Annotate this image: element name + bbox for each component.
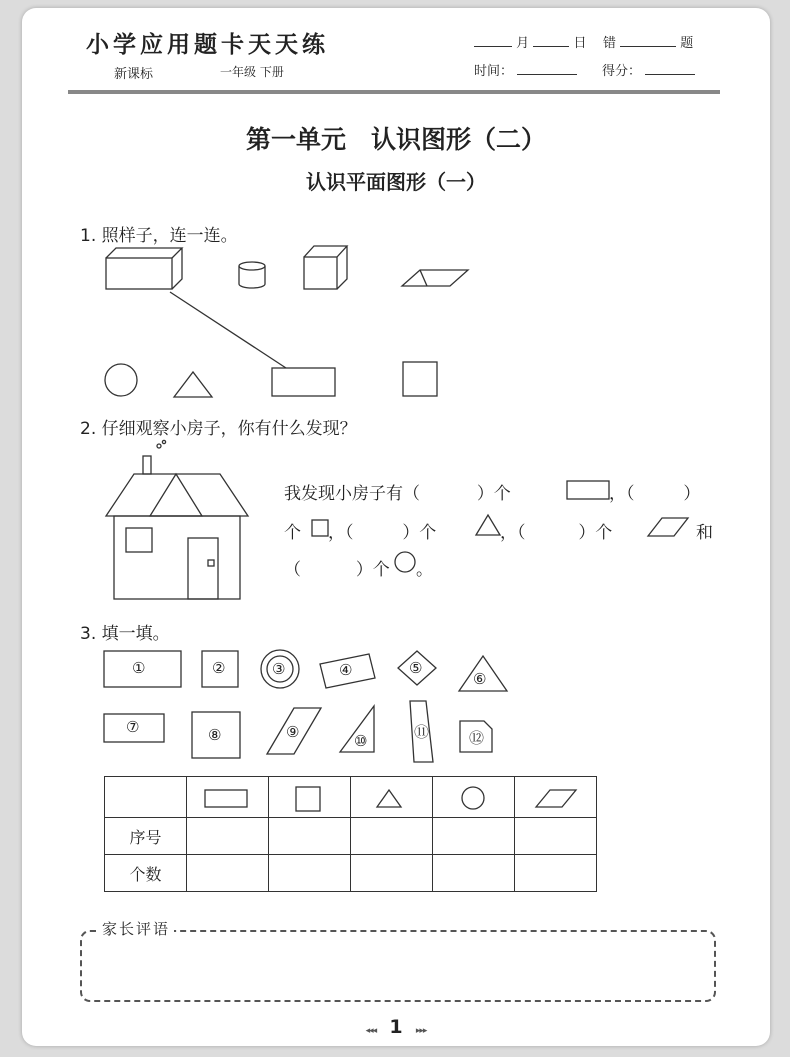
shape-7-label: ⑦ xyxy=(126,718,140,736)
month-label: 月 xyxy=(516,36,530,51)
answer-cell[interactable] xyxy=(269,818,351,855)
q2-line-2a xyxy=(284,518,301,543)
q2-line-1 xyxy=(284,479,511,504)
shape-12-label: ⑫ xyxy=(469,729,485,747)
answer-cell[interactable] xyxy=(433,818,515,855)
answer-cell[interactable] xyxy=(433,855,515,892)
time-label: 时间： xyxy=(474,64,514,79)
row-label-serial: 序号 xyxy=(105,818,187,855)
grade-label: 一年级 下册 xyxy=(220,65,284,79)
answer-cell[interactable] xyxy=(515,818,597,855)
wrong-label: 错 xyxy=(602,36,616,51)
answer-table xyxy=(104,776,597,892)
question-1: 1. 照样子，连一连。 xyxy=(80,226,238,246)
q2-text-a: 我发现小房子有（ xyxy=(284,484,420,504)
shape-6-label: ⑥ xyxy=(473,670,487,688)
table-header-rectangle xyxy=(187,777,269,818)
shape-10-label: ⑩ xyxy=(354,732,368,750)
q2-line-2c xyxy=(500,518,612,543)
q2-text-e: 个 xyxy=(284,523,301,543)
table-header-triangle xyxy=(351,777,433,818)
answer-cell[interactable] xyxy=(269,855,351,892)
cuboid-solid[interactable] xyxy=(106,248,182,289)
inline-square-icon xyxy=(312,520,328,536)
q2-text-k: ）个 xyxy=(355,560,390,580)
parent-comment-label: 家长评语 xyxy=(98,918,174,939)
answer-cell[interactable] xyxy=(351,855,433,892)
q2-text-h: ，（ xyxy=(500,523,526,543)
lesson-title: 认识平面图形（一） xyxy=(306,170,486,194)
page-number: 1 xyxy=(389,1016,403,1038)
example-connect-line xyxy=(170,292,286,368)
table-header-circle xyxy=(433,777,515,818)
q2-text-f: ，（ xyxy=(328,523,354,543)
q2-line-1-tail xyxy=(609,479,700,504)
q2-text-g: ）个 xyxy=(402,523,437,543)
table-row-count xyxy=(105,855,597,892)
score-label: 得分： xyxy=(601,64,641,79)
answer-cell[interactable] xyxy=(515,855,597,892)
shape-11-label: ⑪ xyxy=(414,723,430,741)
shape-9-label: ⑨ xyxy=(286,723,300,741)
house-drawing xyxy=(106,440,248,599)
triangular-prism-solid[interactable] xyxy=(402,270,468,286)
q2-line-3 xyxy=(284,555,390,580)
day-label: 日 xyxy=(573,36,587,51)
q2-text-i: ）个 xyxy=(578,523,613,543)
inline-rectangle-icon xyxy=(567,481,609,499)
shape-4-label: ④ xyxy=(339,661,353,679)
row-label-count: 个数 xyxy=(105,855,187,892)
table-corner-cell xyxy=(105,777,187,818)
house-window xyxy=(126,528,152,552)
answer-cell[interactable] xyxy=(187,855,269,892)
inline-parallelogram-icon xyxy=(648,518,688,536)
left-arrows-icon: ◂◂◂ xyxy=(365,1026,377,1036)
cube-solid[interactable] xyxy=(304,246,347,289)
worksheet-page xyxy=(22,8,770,1046)
shape-2-label: ② xyxy=(212,659,226,677)
q2-text-j: （ xyxy=(284,560,301,580)
shape-3-label: ③ xyxy=(272,660,286,678)
rectangle-shape[interactable] xyxy=(272,368,335,396)
chimney xyxy=(143,456,151,474)
unit-title: 第一单元 认识图形（二） xyxy=(245,125,546,154)
cylinder-solid[interactable] xyxy=(239,262,265,288)
brand-title: 小学应用题卡天天练 xyxy=(86,31,329,58)
question-2: 2. 仔细观察小房子，你有什么发现？ xyxy=(80,419,357,439)
q2-line-3-end: 。 xyxy=(416,560,433,580)
circle-shape[interactable] xyxy=(105,364,137,396)
inline-circle-icon xyxy=(395,552,415,572)
q2-text-d: ） xyxy=(683,484,701,504)
house-door xyxy=(188,538,218,599)
inline-triangle-icon xyxy=(476,515,500,535)
shape-5-label: ⑤ xyxy=(409,659,423,677)
question-label: 题 xyxy=(680,36,694,51)
q2-line-2b xyxy=(328,518,436,543)
answer-cell[interactable] xyxy=(351,818,433,855)
table-row-serial xyxy=(105,818,597,855)
answer-cell[interactable] xyxy=(187,818,269,855)
square-shape[interactable] xyxy=(403,362,437,396)
right-arrows-icon: ▸▸▸ xyxy=(415,1026,427,1036)
edition-label: 新课标 xyxy=(114,67,154,82)
page-footer xyxy=(22,1016,770,1038)
q2-text-b: ）个 xyxy=(476,484,511,504)
shape-8-label: ⑧ xyxy=(208,726,222,744)
triangle-shape[interactable] xyxy=(174,372,212,397)
question-3: 3. 填一填。 xyxy=(80,624,170,644)
shape-1-label: ① xyxy=(132,659,146,677)
parent-comment-box[interactable] xyxy=(80,930,716,1002)
table-header-parallelogram xyxy=(515,777,597,818)
q2-text-c: ，（ xyxy=(609,484,635,504)
q2-line-2d: 和 xyxy=(696,523,713,543)
table-header-square xyxy=(269,777,351,818)
